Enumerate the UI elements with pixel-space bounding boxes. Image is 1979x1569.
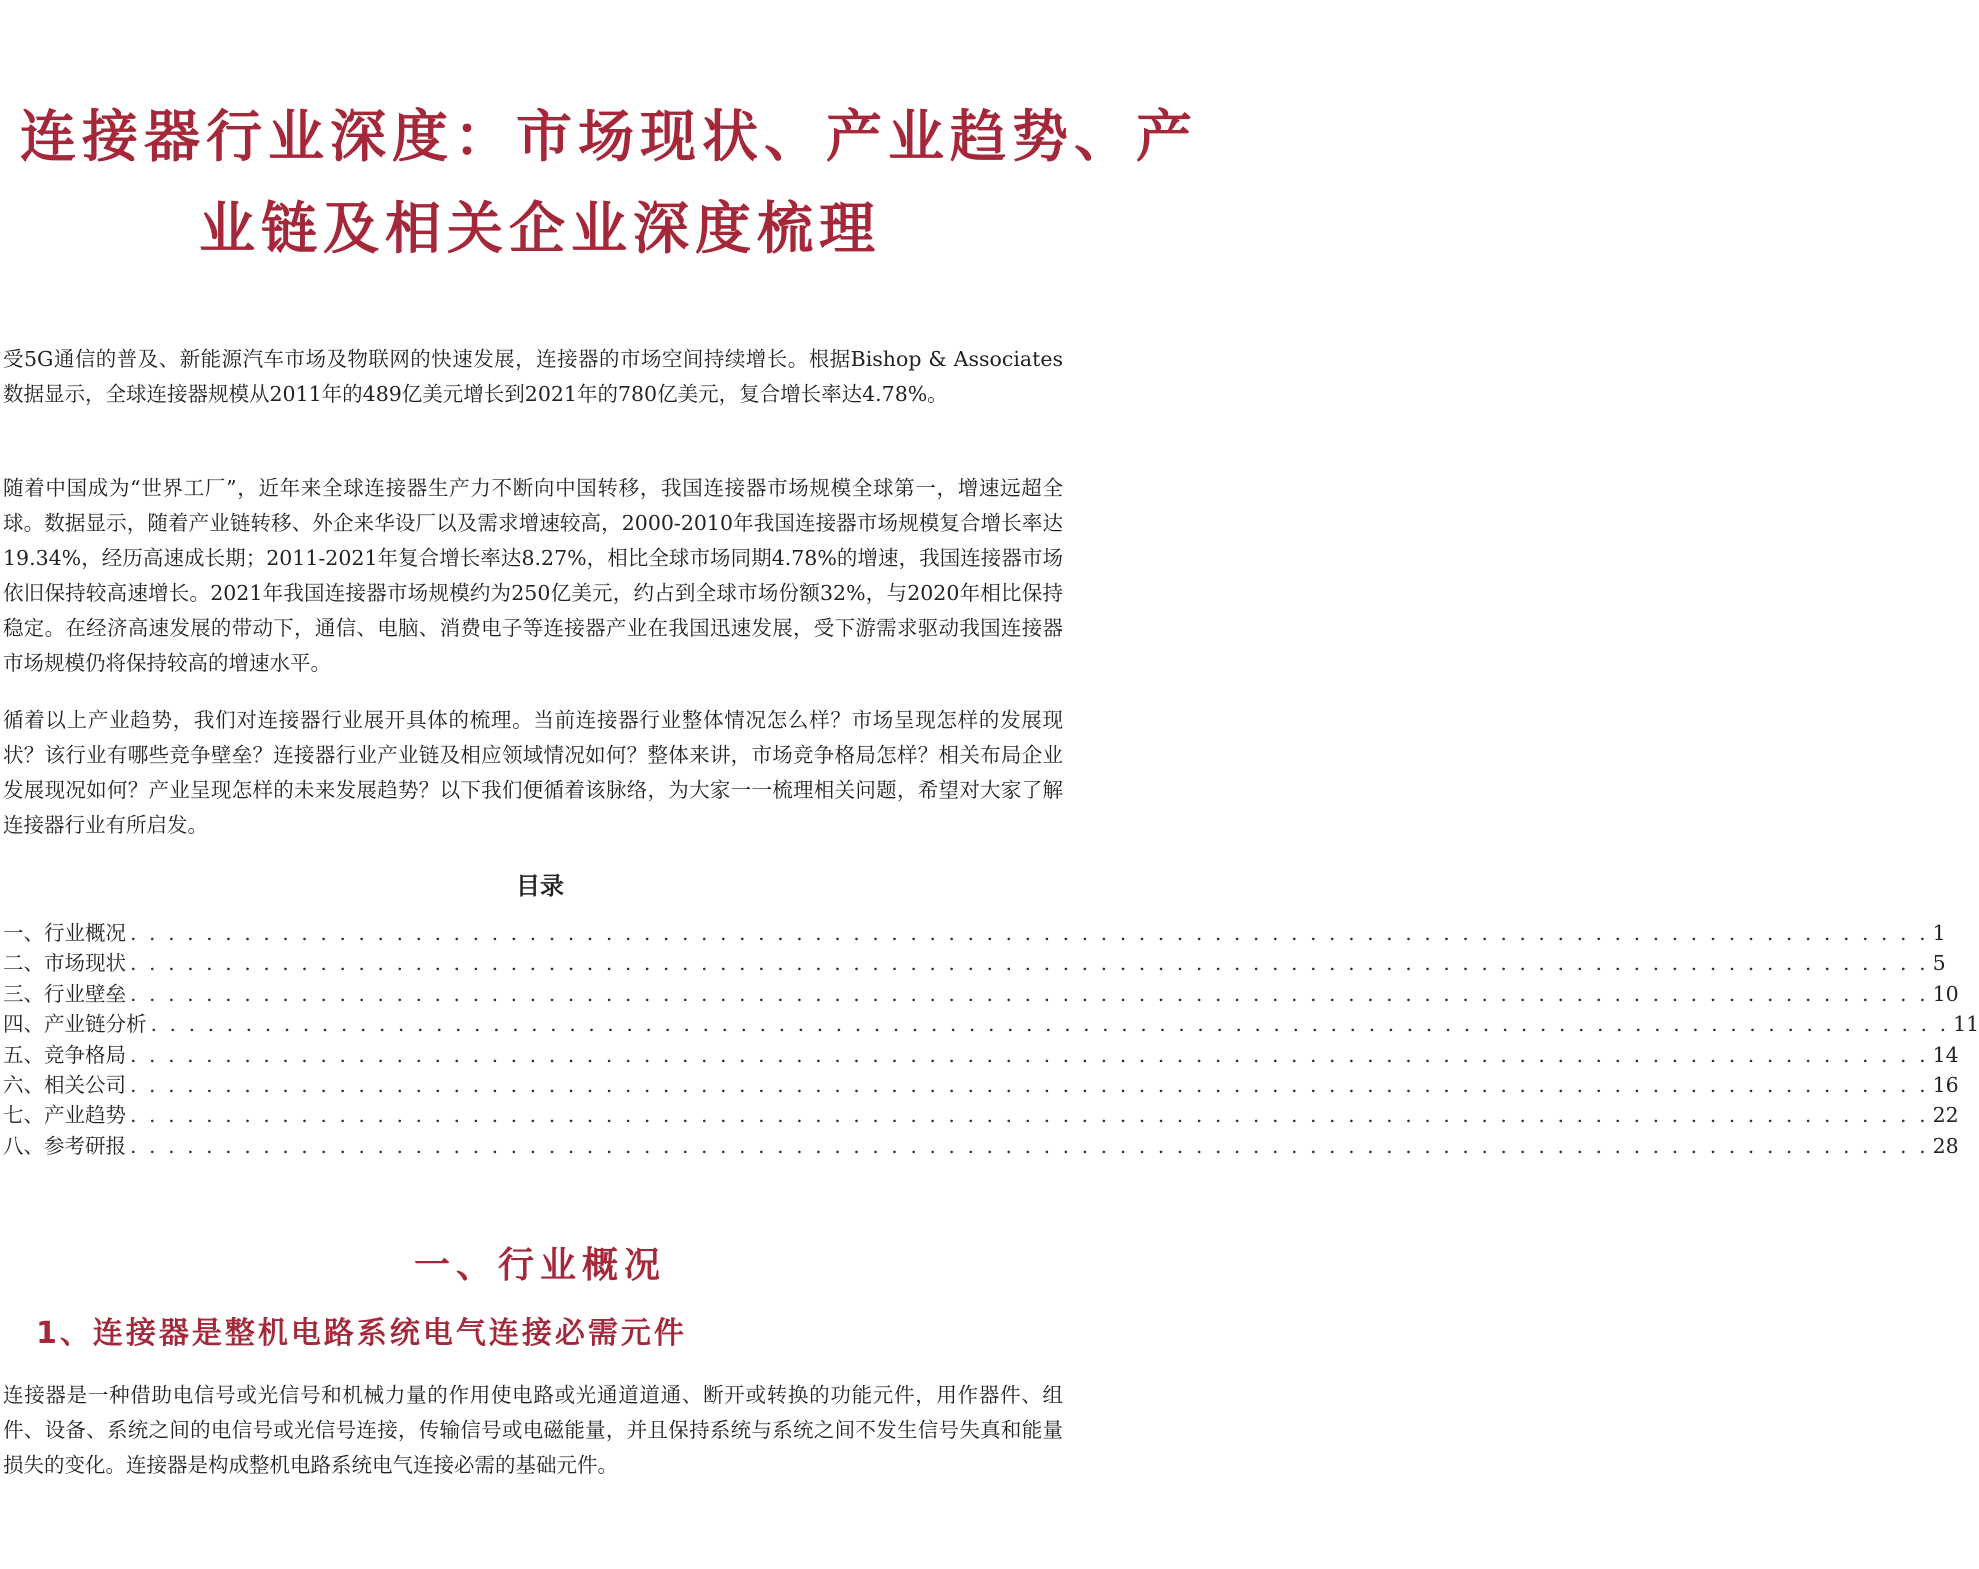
toc-item-page: 14: [1932, 1042, 1959, 1067]
toc-item-page: 10: [1932, 981, 1959, 1006]
toc-item-label: 五、竞争格局: [3, 1042, 126, 1067]
toc-item-page: 28: [1932, 1133, 1959, 1158]
toc-item[interactable]: [3, 918, 1946, 948]
intro-paragraph-3: 循着以上产业趋势，我们对连接器行业展开具体的梳理。当前连接器行业整体情况怎么样？市场呈现怎样的发展现状？该行业有哪些竞争壁垒？连接器行业产业链及相应领域情况如何？整体来讲，市场竞争格局怎样？相关布局企业发展现况如何？产业呈现怎样的未来发展趋势？以下我们便循着该脉络，为大家一一梳理相关问题，希望对大家了解连接器行业有所启发。: [3, 708, 1063, 837]
title-line-1: 连接器行业深度：市场现状、产业趋势、产: [20, 105, 1198, 170]
toc-item[interactable]: [3, 948, 1946, 978]
title-line-2: 业链及相关企业深度梳理: [199, 197, 881, 262]
toc-item[interactable]: [3, 1040, 1959, 1070]
toc-item-page: 22: [1932, 1103, 1959, 1128]
toc-heading: 目录: [516, 872, 564, 900]
section-subheading: 1、连接器是整机电路系统电气连接必需元件: [36, 1316, 687, 1351]
intro-paragraph-1: 受5G通信的普及、新能源汽车市场及物联网的快速发展，连接器的市场空间持续增长。根据Bishop & Associates数据显示，全球连接器规模从2011年的489亿美元增长到2021年的780亿美元，复合增长率达4.78%。: [3, 347, 1063, 406]
toc-item-page: 1: [1932, 921, 1946, 945]
section-heading: 一、行业概况: [413, 1245, 666, 1286]
toc-item-label: 二、市场现状: [3, 951, 126, 976]
toc-item-label: 八、参考研报: [3, 1133, 126, 1158]
toc-leader-dots: [130, 1131, 1929, 1161]
toc-item-label: 四、产业链分析: [3, 1012, 147, 1037]
toc-item-label: 六、相关公司: [3, 1072, 126, 1097]
toc-item[interactable]: [3, 979, 1959, 1009]
toc-item[interactable]: [3, 1100, 1959, 1130]
toc-leader-dots: [130, 1040, 1929, 1070]
document-title: [20, 92, 1198, 276]
toc-item-page: 16: [1932, 1072, 1959, 1097]
toc-item[interactable]: [3, 1131, 1959, 1161]
toc-item-label: 七、产业趋势: [3, 1103, 126, 1128]
toc-leader-dots: [151, 1009, 1950, 1039]
toc-item-page: 11: [1953, 1012, 1979, 1037]
toc-leader-dots: [130, 918, 1929, 948]
intro-paragraph-2: 随着中国成为“世界工厂”，近年来全球连接器生产力不断向中国转移，我国连接器市场规模全球第一，增速远超全球。数据显示，随着产业链转移、外企来华设厂以及需求增速较高，2000-2010年我国连接器市场规模复合增长率达19.34%，经历高速成长期；2011-2021年复合增长率达8.27%，相比全球市场同期4.78%的增速，我国连接器市场依旧保持较高速增长。2021年我国连接器市场规模约为250亿美元，约占到全球市场份额32%，与2020年相比保持稳定。在经济高速发展的带动下，通信、电脑、消费电子等连接器产业在我国迅速发展，受下游需求驱动我国连接器市场规模仍将保持较高的增速水平。: [3, 476, 1063, 675]
toc-item-label: 三、行业壁垒: [3, 981, 126, 1006]
toc-item[interactable]: [3, 1070, 1959, 1100]
toc-leader-dots: [130, 1100, 1929, 1130]
table-of-contents: [3, 918, 1979, 1161]
section-paragraph-1: 连接器是一种借助电信号或光信号和机械力量的作用使电路或光通道道通、断开或转换的功能元件，用作器件、组件、设备、系统之间的电信号或光信号连接，传输信号或电磁能量，并且保持系统与系统之间不发生信号失真和能量损失的变化。连接器是构成整机电路系统电气连接必需的基础元件。: [3, 1383, 1063, 1477]
toc-item-page: 5: [1932, 951, 1946, 976]
toc-leader-dots: [130, 1070, 1929, 1100]
toc-leader-dots: [130, 948, 1929, 978]
toc-item-label: 一、行业概况: [3, 921, 126, 945]
toc-item[interactable]: [3, 1009, 1979, 1039]
toc-leader-dots: [130, 979, 1929, 1009]
